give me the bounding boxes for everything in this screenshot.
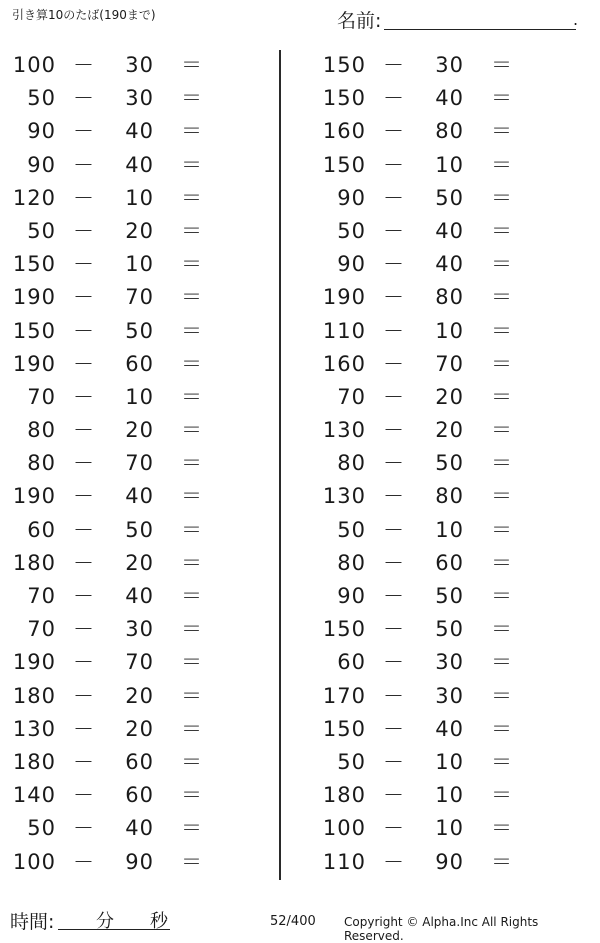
equals-sign: ＝ <box>491 716 513 741</box>
equals-sign: ＝ <box>181 53 203 77</box>
equals-sign: ＝ <box>491 318 513 343</box>
equals-sign: ＝ <box>491 119 513 144</box>
minus-sign: － <box>73 152 95 177</box>
subtrahend: 20 <box>435 384 464 409</box>
equals-sign: ＝ <box>491 816 513 841</box>
subtrahend: 20 <box>125 218 154 243</box>
name-label: 名前: <box>337 10 382 32</box>
equals-sign: ＝ <box>181 716 203 741</box>
minus-sign: － <box>383 384 405 409</box>
minuend: 190 <box>12 285 56 310</box>
minus-sign: － <box>73 650 95 675</box>
equals-sign: ＝ <box>181 783 203 808</box>
equals-sign: ＝ <box>181 384 203 409</box>
equals-sign: ＝ <box>181 285 203 310</box>
minuend: 80 <box>27 418 56 443</box>
minus-sign: － <box>73 418 95 443</box>
equals-sign: ＝ <box>491 152 513 177</box>
minus-sign: － <box>73 285 95 310</box>
subtrahend: 10 <box>435 318 464 343</box>
minus-sign: － <box>73 218 95 243</box>
subtrahend: 40 <box>125 584 154 608</box>
subtrahend: 10 <box>435 152 464 177</box>
subtrahend: 70 <box>125 451 154 476</box>
equals-sign: ＝ <box>181 683 203 708</box>
minuend: 110 <box>322 318 366 343</box>
copyright-text: Copyright © Alpha.Inc All Rights Reserved. <box>344 915 539 943</box>
subtrahend: 90 <box>435 849 464 874</box>
minus-sign: － <box>73 384 95 409</box>
minuend: 180 <box>12 683 56 708</box>
name-end-dot: . <box>573 10 579 29</box>
subtrahend: 20 <box>125 683 154 708</box>
equals-sign: ＝ <box>491 749 513 774</box>
minuend: 70 <box>27 584 56 608</box>
minuend: 150 <box>12 318 56 343</box>
minuend: 90 <box>27 152 56 177</box>
subtrahend: 30 <box>125 53 154 77</box>
minuend: 130 <box>322 484 366 509</box>
equals-sign: ＝ <box>181 351 203 376</box>
subtrahend: 10 <box>125 384 154 409</box>
subtrahend: 70 <box>125 650 154 675</box>
subtrahend: 10 <box>435 517 464 542</box>
equals-sign: ＝ <box>491 650 513 675</box>
subtrahend: 40 <box>435 716 464 741</box>
subtrahend: 80 <box>435 285 464 310</box>
minuend: 100 <box>12 849 56 874</box>
minuend: 60 <box>27 517 56 542</box>
column-divider <box>279 50 281 880</box>
equals-sign: ＝ <box>491 351 513 376</box>
subtrahend: 30 <box>125 617 154 642</box>
subtrahend: 40 <box>125 484 154 509</box>
equals-sign: ＝ <box>491 484 513 509</box>
minus-sign: － <box>383 849 405 874</box>
subtrahend: 50 <box>435 451 464 476</box>
subtrahend: 90 <box>125 849 154 874</box>
minus-sign: － <box>383 318 405 343</box>
minuend: 70 <box>337 384 366 409</box>
equals-sign: ＝ <box>491 53 513 77</box>
minus-sign: － <box>383 185 405 210</box>
worksheet-title: 引き算10のたば(190まで) <box>12 8 156 22</box>
equals-sign: ＝ <box>491 584 513 608</box>
subtrahend: 40 <box>125 152 154 177</box>
minus-sign: － <box>383 783 405 808</box>
equals-sign: ＝ <box>491 285 513 310</box>
subtrahend: 60 <box>125 749 154 774</box>
minus-sign: － <box>73 816 95 841</box>
minus-sign: － <box>73 550 95 575</box>
minuend: 130 <box>12 716 56 741</box>
equals-sign: ＝ <box>491 550 513 575</box>
minus-sign: － <box>383 86 405 111</box>
subtrahend: 10 <box>125 185 154 210</box>
equals-sign: ＝ <box>491 384 513 409</box>
minuend: 90 <box>27 119 56 144</box>
minus-sign: － <box>73 53 95 77</box>
minuend: 180 <box>12 550 56 575</box>
minuend: 150 <box>12 252 56 277</box>
equals-sign: ＝ <box>491 849 513 874</box>
minuend: 50 <box>337 218 366 243</box>
minus-sign: － <box>383 816 405 841</box>
minuend: 50 <box>27 816 56 841</box>
minus-sign: － <box>383 484 405 509</box>
minus-sign: － <box>383 418 405 443</box>
minus-sign: － <box>73 517 95 542</box>
minuend: 180 <box>322 783 366 808</box>
equals-sign: ＝ <box>491 451 513 476</box>
page-number: 52/400 <box>270 914 316 929</box>
minuend: 70 <box>27 617 56 642</box>
equals-sign: ＝ <box>181 252 203 277</box>
subtrahend: 30 <box>435 650 464 675</box>
subtrahend: 50 <box>125 318 154 343</box>
minus-sign: － <box>73 119 95 144</box>
minuend: 50 <box>27 218 56 243</box>
minus-sign: － <box>73 86 95 111</box>
subtrahend: 40 <box>435 218 464 243</box>
minus-sign: － <box>383 617 405 642</box>
equals-sign: ＝ <box>491 185 513 210</box>
name-underline <box>384 29 576 30</box>
minus-sign: － <box>383 650 405 675</box>
minus-sign: － <box>73 351 95 376</box>
minuend: 80 <box>337 451 366 476</box>
minuend: 170 <box>322 683 366 708</box>
minus-sign: － <box>73 451 95 476</box>
equals-sign: ＝ <box>181 849 203 874</box>
minuend: 100 <box>12 53 56 77</box>
minuend: 50 <box>337 749 366 774</box>
equals-sign: ＝ <box>181 318 203 343</box>
equals-sign: ＝ <box>181 119 203 144</box>
subtrahend: 40 <box>125 119 154 144</box>
subtrahend: 30 <box>435 683 464 708</box>
minus-sign: － <box>73 749 95 774</box>
minuend: 50 <box>337 517 366 542</box>
subtrahend: 50 <box>125 517 154 542</box>
minuend: 140 <box>12 783 56 808</box>
equals-sign: ＝ <box>491 683 513 708</box>
equals-sign: ＝ <box>491 252 513 277</box>
minutes-label: 分 <box>96 911 114 932</box>
minus-sign: － <box>383 351 405 376</box>
minuend: 120 <box>12 185 56 210</box>
equals-sign: ＝ <box>181 550 203 575</box>
subtrahend: 20 <box>125 716 154 741</box>
minus-sign: － <box>383 550 405 575</box>
minuend: 150 <box>322 716 366 741</box>
minuend: 160 <box>322 351 366 376</box>
subtrahend: 50 <box>435 584 464 608</box>
minus-sign: － <box>383 584 405 608</box>
minus-sign: － <box>383 683 405 708</box>
minuend: 50 <box>27 86 56 111</box>
subtrahend: 60 <box>435 550 464 575</box>
seconds-label: 秒 <box>150 911 168 932</box>
minus-sign: － <box>73 783 95 808</box>
minuend: 80 <box>27 451 56 476</box>
equals-sign: ＝ <box>491 418 513 443</box>
equals-sign: ＝ <box>491 783 513 808</box>
subtrahend: 60 <box>125 351 154 376</box>
minuend: 190 <box>12 484 56 509</box>
minus-sign: － <box>73 683 95 708</box>
minuend: 190 <box>12 650 56 675</box>
subtrahend: 40 <box>125 816 154 841</box>
minuend: 70 <box>27 384 56 409</box>
equals-sign: ＝ <box>181 86 203 111</box>
equals-sign: ＝ <box>491 86 513 111</box>
minus-sign: － <box>383 119 405 144</box>
minus-sign: － <box>383 517 405 542</box>
minuend: 190 <box>322 285 366 310</box>
equals-sign: ＝ <box>491 218 513 243</box>
minuend: 90 <box>337 252 366 277</box>
minus-sign: － <box>383 152 405 177</box>
equals-sign: ＝ <box>181 650 203 675</box>
minus-sign: － <box>383 451 405 476</box>
equals-sign: ＝ <box>181 584 203 608</box>
time-label: 時間: <box>10 911 55 933</box>
equals-sign: ＝ <box>491 517 513 542</box>
equals-sign: ＝ <box>181 451 203 476</box>
minuend: 130 <box>322 418 366 443</box>
minuend: 60 <box>337 650 366 675</box>
minuend: 150 <box>322 617 366 642</box>
minus-sign: － <box>73 252 95 277</box>
minuend: 80 <box>337 550 366 575</box>
subtrahend: 40 <box>435 252 464 277</box>
equals-sign: ＝ <box>181 484 203 509</box>
subtrahend: 10 <box>435 783 464 808</box>
subtrahend: 10 <box>125 252 154 277</box>
subtrahend: 50 <box>435 617 464 642</box>
subtrahend: 30 <box>125 86 154 111</box>
minuend: 150 <box>322 86 366 111</box>
subtrahend: 70 <box>435 351 464 376</box>
equals-sign: ＝ <box>491 617 513 642</box>
equals-sign: ＝ <box>181 152 203 177</box>
minus-sign: － <box>73 617 95 642</box>
minus-sign: － <box>73 584 95 608</box>
minus-sign: － <box>73 716 95 741</box>
minus-sign: － <box>383 252 405 277</box>
equals-sign: ＝ <box>181 749 203 774</box>
minus-sign: － <box>383 53 405 77</box>
equals-sign: ＝ <box>181 418 203 443</box>
equals-sign: ＝ <box>181 617 203 642</box>
minus-sign: － <box>73 318 95 343</box>
minuend: 150 <box>322 152 366 177</box>
minus-sign: － <box>383 716 405 741</box>
equals-sign: ＝ <box>181 517 203 542</box>
minus-sign: － <box>383 218 405 243</box>
subtrahend: 20 <box>125 418 154 443</box>
subtrahend: 80 <box>435 484 464 509</box>
subtrahend: 70 <box>125 285 154 310</box>
minuend: 90 <box>337 584 366 608</box>
subtrahend: 30 <box>435 53 464 77</box>
equals-sign: ＝ <box>181 218 203 243</box>
subtrahend: 40 <box>435 86 464 111</box>
equals-sign: ＝ <box>181 185 203 210</box>
minuend: 160 <box>322 119 366 144</box>
minuend: 110 <box>322 849 366 874</box>
minus-sign: － <box>73 484 95 509</box>
minuend: 150 <box>322 53 366 77</box>
subtrahend: 20 <box>435 418 464 443</box>
minuend: 90 <box>337 185 366 210</box>
minuend: 100 <box>322 816 366 841</box>
minus-sign: － <box>383 285 405 310</box>
minus-sign: － <box>73 185 95 210</box>
minus-sign: － <box>73 849 95 874</box>
minuend: 180 <box>12 749 56 774</box>
subtrahend: 20 <box>125 550 154 575</box>
subtrahend: 10 <box>435 749 464 774</box>
equals-sign: ＝ <box>181 816 203 841</box>
subtrahend: 10 <box>435 816 464 841</box>
subtrahend: 50 <box>435 185 464 210</box>
subtrahend: 80 <box>435 119 464 144</box>
minuend: 190 <box>12 351 56 376</box>
subtrahend: 60 <box>125 783 154 808</box>
minus-sign: － <box>383 749 405 774</box>
